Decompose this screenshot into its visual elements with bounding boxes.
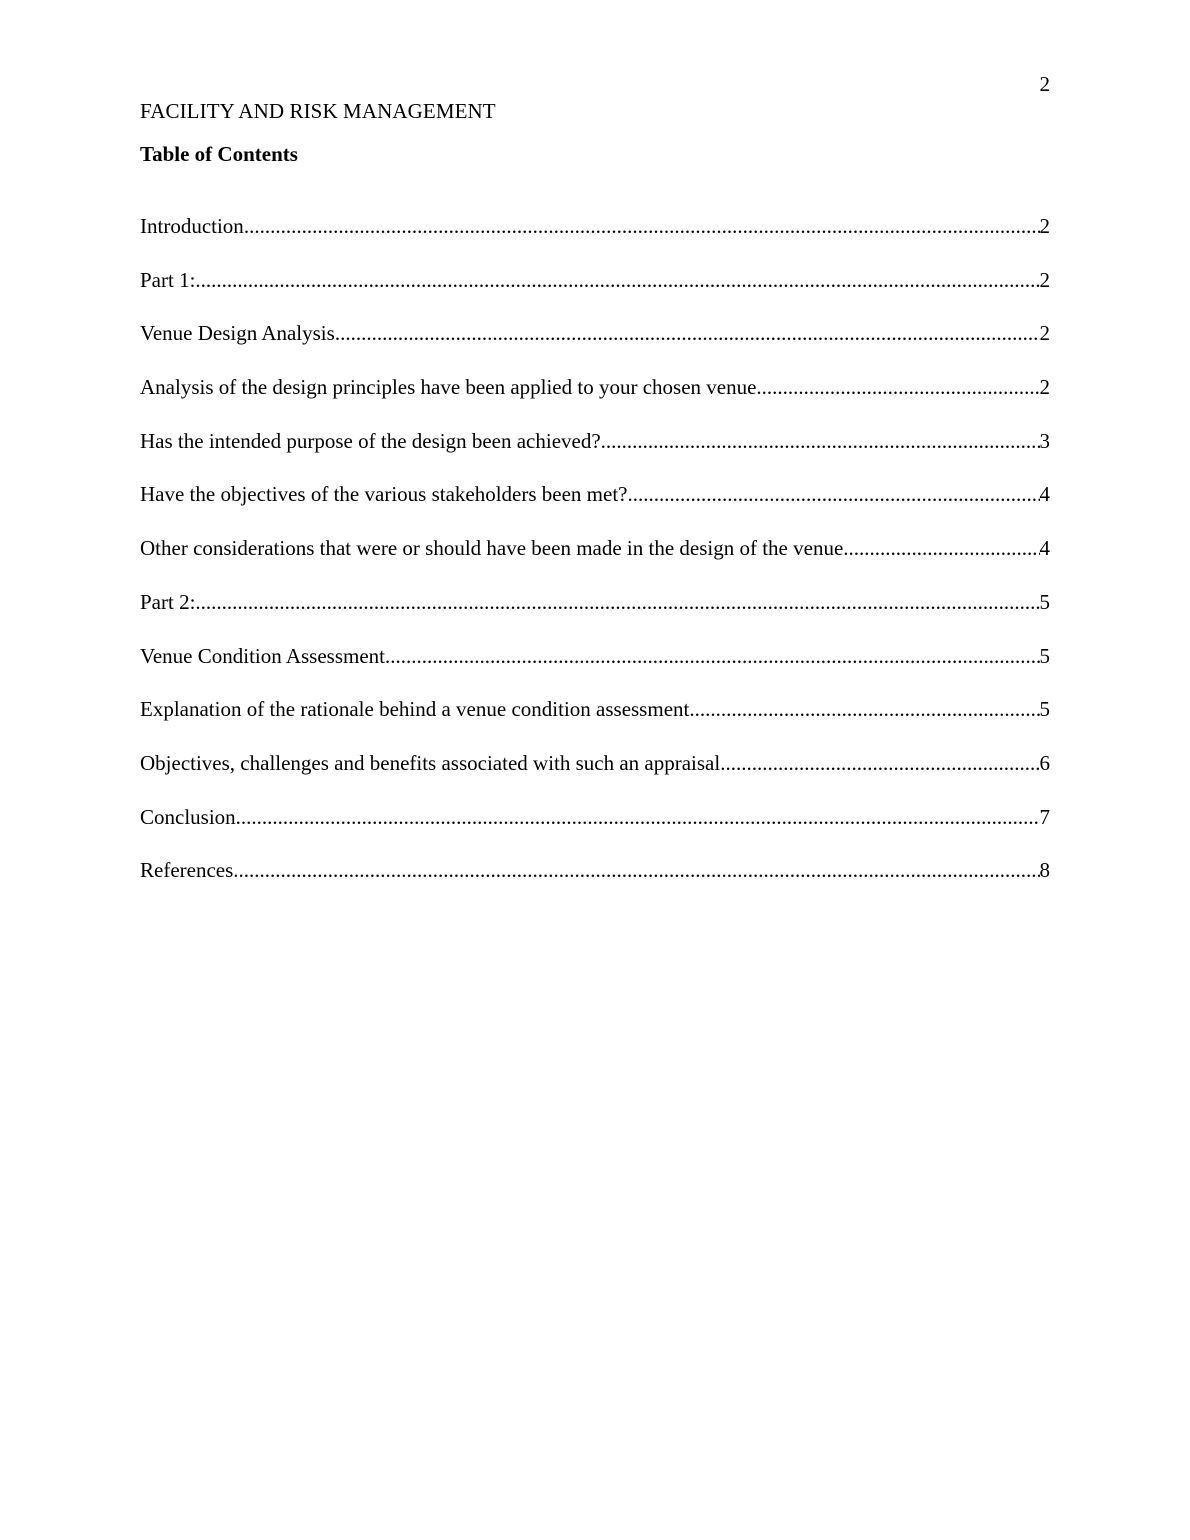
toc-entry-page: 3 (1039, 428, 1050, 453)
toc-entry-text: References (140, 858, 234, 883)
toc-entry-stakeholder-objectives[interactable] (140, 480, 1050, 534)
toc-entry-venue-condition-assessment[interactable] (140, 642, 1050, 696)
toc-entry-text: Analysis of the design principles have been applied to your chosen venue (140, 375, 757, 400)
toc-dot-leader (720, 749, 1039, 777)
toc-entry-text: Other considerations that were or should have been made in the design of the venue (140, 536, 844, 561)
toc-entry-references[interactable] (140, 856, 1050, 910)
toc-dot-leader (233, 856, 1039, 884)
toc-dot-leader (195, 266, 1039, 294)
toc-entry-introduction[interactable] (140, 212, 1050, 266)
toc-list (140, 212, 1050, 910)
toc-dot-leader (843, 534, 1039, 562)
toc-entry-assessment-rationale[interactable] (140, 695, 1050, 749)
toc-entry-page: 2 (1039, 375, 1050, 400)
toc-entry-text: Venue Design Analysis (140, 321, 335, 346)
toc-dot-leader (756, 373, 1039, 401)
toc-entry-venue-design-analysis[interactable] (140, 319, 1050, 373)
toc-entry-page: 5 (1039, 697, 1050, 722)
toc-dot-leader (236, 803, 1040, 831)
toc-entry-text: Conclusion (140, 804, 236, 829)
toc-title: Table of Contents (140, 142, 298, 166)
toc-entry-page: 7 (1039, 804, 1050, 829)
toc-entry-page: 6 (1039, 750, 1050, 775)
toc-dot-leader (244, 212, 1040, 240)
toc-entry-page: 2 (1039, 321, 1050, 346)
running-head: FACILITY AND RISK MANAGEMENT (140, 99, 496, 123)
toc-entry-text: Part 2: (140, 589, 196, 614)
toc-entry-text: Have the objectives of the various stakeholders been met? (140, 482, 628, 507)
toc-entry-text: Objectives, challenges and benefits associated with such an appraisal (140, 750, 721, 775)
toc-entry-intended-purpose[interactable] (140, 427, 1050, 481)
toc-entry-part-2[interactable] (140, 588, 1050, 642)
toc-entry-other-considerations[interactable] (140, 534, 1050, 588)
toc-entry-page: 5 (1039, 643, 1050, 668)
toc-dot-leader (601, 427, 1040, 455)
toc-entry-design-principles[interactable] (140, 373, 1050, 427)
toc-entry-conclusion[interactable] (140, 803, 1050, 857)
toc-entry-objectives-challenges-benefits[interactable] (140, 749, 1050, 803)
toc-dot-leader (689, 695, 1039, 723)
toc-entry-text: Explanation of the rationale behind a venue condition assessment (140, 697, 690, 722)
toc-entry-page: 8 (1039, 858, 1050, 883)
toc-entry-page: 5 (1039, 589, 1050, 614)
toc-entry-page: 4 (1039, 536, 1050, 561)
toc-entry-part-1[interactable] (140, 266, 1050, 320)
toc-entry-text: Venue Condition Assessment (140, 643, 385, 668)
toc-entry-page: 2 (1039, 214, 1050, 238)
toc-entry-text: Has the intended purpose of the design been achieved? (140, 428, 601, 453)
toc-dot-leader (385, 642, 1040, 670)
toc-dot-leader (628, 480, 1040, 508)
toc-entry-page: 4 (1039, 482, 1050, 507)
toc-entry-text: Introduction (140, 214, 244, 238)
toc-dot-leader (195, 588, 1039, 616)
page-number: 2 (1039, 72, 1050, 96)
toc-entry-text: Part 1: (140, 267, 196, 292)
toc-dot-leader (335, 319, 1040, 347)
toc-entry-page: 2 (1039, 267, 1050, 292)
